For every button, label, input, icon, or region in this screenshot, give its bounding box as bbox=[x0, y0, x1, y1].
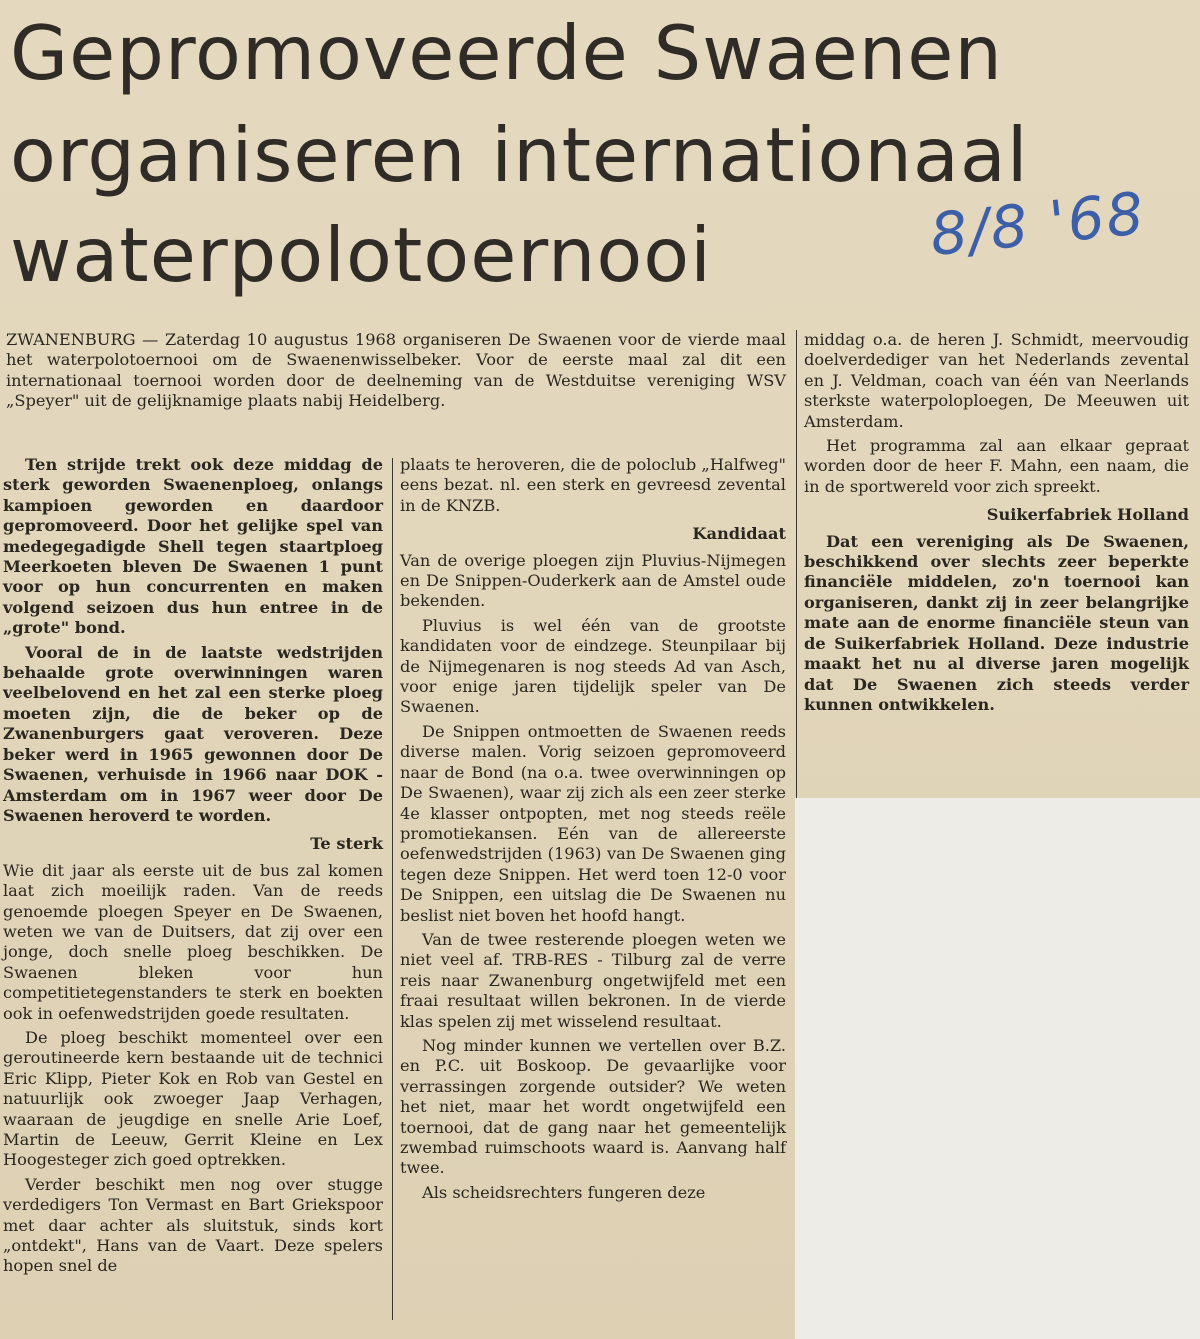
paragraph: Dat een vereniging als De Swaenen, beschikkend over slechts zeer beperkte financiële middelen, zo'n toernooi kan organiseren, dankt zij in zeer belangrijke mate aan de enorme financiële steun van de Suikerfabriek Holland. Deze industrie maakt het nu al diverse jaren mogelijk dat De Swaenen zich steeds verder kunnen ontwikkelen. bbox=[804, 531, 1189, 714]
column-c bbox=[804, 330, 1189, 715]
subheading-te-sterk: Te sterk bbox=[310, 834, 383, 854]
paragraph: Nog minder kunnen we vertellen over B.Z. en P.C. uit Boskoop. De gevaarlijke voor verrassingen zorgende outsider? We weten het niet, maar het wordt ongetwijfeld een toernooi, dat de gang naar het gemeentelijk zwembad ruimschoots waard is. Aanvang half twee. bbox=[400, 1035, 786, 1178]
paragraph: Ten strijde trekt ook deze middag de sterk geworden Swaenenploeg, onlangs kampioen geworden en daardoor gepromoveerd. Door het gelijke spel van medegegadigde Shell tegen staartploeg Meerkoeten bleven De Swaenen 1 punt voor op hun concurrenten en maken volgend seizoen dus hun entree in de „grote" bond. bbox=[3, 455, 383, 638]
paragraph: Pluvius is wel één van de grootste kandidaten voor de eindzege. Steunpilaar bij de Nijmegenaren is nog steeds Ad van Asch, voor enige jaren tijdelijk speler van De Swaenen. bbox=[400, 615, 786, 717]
blank-area bbox=[795, 798, 1200, 1339]
paragraph: Als scheidsrechters fungeren deze bbox=[422, 1182, 706, 1202]
subheading-kandidaat: Kandidaat bbox=[692, 524, 786, 544]
paragraph: Verder beschikt men nog over stugge verdedigers Ton Vermast en Bart Griekspoor met daar achter als sluitstuk, sinds kort „ontdekt", Hans van de Vaart. Deze spelers hopen snel de bbox=[3, 1174, 383, 1276]
handwritten-date: 8/8 '68 bbox=[927, 178, 1149, 270]
paragraph: Van de twee resterende ploegen weten we niet veel af. TRB-RES - Tilburg zal de verre reis naar Zwanenburg ongetwijfeld met een fraai resultaat willen bekronen. In de vierde klas spelen zij met wisselend resultaat. bbox=[400, 929, 786, 1031]
paragraph: De Snippen ontmoetten de Swaenen reeds diverse malen. Vorig seizoen gepromoveerd naar de Bond (na o.a. twee overwinningen op De Swaenen), waar zij zich als een zeer sterke 4e klasser ontpopten, met nog steeds reële promotiekansen. Eén van de allereerste oefenwedstrijden (1963) van De Swaenen ging tegen deze Snippen. Het werd toen 12-0 voor De Snippen, een uitslag die De Swaenen nu beslist niet boven het hoofd hangt. bbox=[400, 721, 786, 925]
intro-text: ZWANENBURG — Zaterdag 10 augustus 1968 organiseren De Swaenen voor de vierde maal het waterpolotoernooi om de Swaenenwisselbeker. Voor de eerste maal zal dit een internationaal toernooi worden door de deelneming van de Westduitse vereniging WSV „Speyer" uit de gelijknamige plaats nabij Heidelberg. bbox=[6, 330, 786, 411]
paragraph: Wie dit jaar als eerste uit de bus zal komen laat zich moeilijk raden. Van de reeds genoemde ploegen Speyer en De Swaenen, weten we van de Duitsers, dat zij over een jonge, doch snelle ploeg beschikken. De Swaenen bleken voor hun competitietegenstanders te sterk en boekten ook in oefenwedstrijden goede resultaten. bbox=[3, 860, 383, 1023]
headline-line-2: organiseren internationaal bbox=[10, 111, 1029, 199]
paragraph: Het programma zal aan elkaar gepraat worden door de heer F. Mahn, een naam, die in de sportwereld voor zich spreekt. bbox=[804, 436, 1189, 496]
paragraph: plaats te heroveren, die de poloclub „Halfweg" eens bezat. nl. een sterk en gevreesd zevental in de KNZB. bbox=[400, 455, 786, 515]
paragraph: Vooral de in de laatste wedstrijden behaalde grote overwinningen waren veelbelovend en het zal een sterke ploeg moeten zijn, die de beker op de Zwanenburgers gaat veroveren. Deze beker werd in 1965 gewonnen door De Swaenen, verhuisde in 1966 naar DOK -Amsterdam om in 1967 weer door De Swaenen heroverd te worden. bbox=[3, 642, 383, 825]
column-divider-2 bbox=[796, 330, 797, 798]
headline-line-3: waterpolotoernooi bbox=[10, 211, 712, 299]
intro-paragraph bbox=[6, 330, 786, 412]
column-a bbox=[3, 455, 383, 1277]
subheading-suikerfabriek: Suikerfabriek Holland bbox=[986, 505, 1189, 525]
column-b bbox=[400, 455, 786, 1203]
paragraph: middag o.a. de heren J. Schmidt, meervoudig doelverdediger van het Nederlands zevental en J. Veldman, coach van één van Neerlands sterkste waterpoloploegen, De Meeuwen uit Amsterdam. bbox=[804, 330, 1189, 431]
headline-line-1: Gepromoveerde Swaenen bbox=[10, 9, 1003, 97]
column-divider-1 bbox=[392, 458, 393, 1320]
paragraph: Van de overige ploegen zijn Pluvius-Nijmegen en De Snippen-Ouderkerk aan de Amstel oude bekenden. bbox=[400, 550, 786, 611]
paragraph: De ploeg beschikt momenteel over een geroutineerde kern bestaande uit de technici Eric Klipp, Pieter Kok en Rob van Gestel en natuurlijk ook zwoeger Jaap Verhagen, waaraan de jeugdige en snelle Arie Loef, Martin de Leeuw, Gerrit Kleine en Lex Hoogesteger zich goed optrekken. bbox=[3, 1027, 383, 1170]
